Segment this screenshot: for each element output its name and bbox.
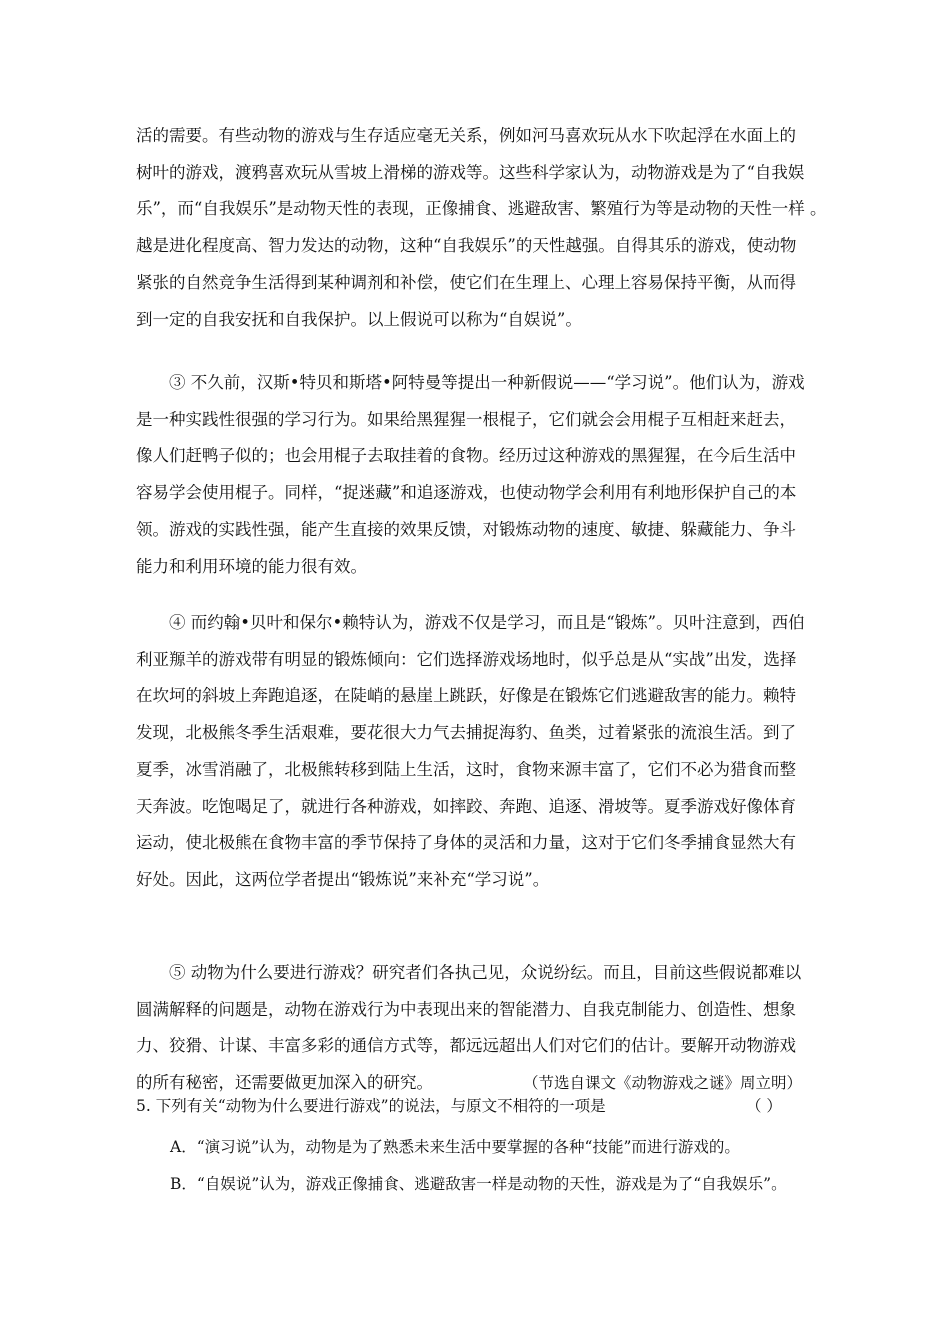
text-line: 越是进化程度高、智力发达的动物，这种“自我娱乐”的天性越强。自得其乐的游戏，使动物 bbox=[136, 236, 797, 256]
answer-blank: （ ） bbox=[746, 1097, 782, 1115]
paragraph-conclusion bbox=[136, 955, 822, 1102]
text-line: 到一定的自我安抚和自我保护。以上假说可以称为“自娱说”。 bbox=[136, 309, 582, 329]
text-line: 领。游戏的实践性强，能产生直接的效果反馈，对锻炼动物的速度、敏捷、躲藏能力、争斗 bbox=[136, 519, 796, 539]
text-line: 圆满解释的问题是，动物在游戏行为中表现出来的智能潜力、自我克制能力、创造性、想象 bbox=[136, 999, 796, 1019]
text-line: 能力和利用环境的能力很有效。 bbox=[136, 556, 367, 576]
text-line: 是一种实践性很强的学习行为。如果给黑猩猩一根棍子，它们就会会用棍子互相赶来赶去， bbox=[136, 409, 796, 429]
option-b: B．“自娱说”认为，游戏正像捕食、逃避敌害一样是动物的天性，游戏是为了“自我娱乐”。 bbox=[170, 1175, 787, 1193]
text-line: ⑤ 动物为什么要进行游戏？研究者们各执己见，众说纷纭。而且，目前这些假说都难以 bbox=[169, 963, 802, 982]
text-line: 利亚羱羊的游戏带有明显的锻炼倾向：它们选择游戏场地时，似乎总是从“实战”出发，选择 bbox=[136, 649, 797, 669]
paragraph-learning-theory bbox=[136, 365, 822, 585]
text-line: 紧张的自然竞争生活得到某种调剂和补偿，使它们在生理上、心理上容易保持平衡，从而得 bbox=[136, 272, 796, 292]
text-line: 天奔波。吃饱喝足了，就进行各种游戏，如摔跤、奔跑、追逐、滑坡等。夏季游戏好像体育 bbox=[136, 796, 796, 816]
question-5 bbox=[136, 1096, 822, 1116]
text-line: 像人们赶鸭子似的；也会用棍子去取挂着的食物。经历过这种游戏的黑猩猩，在今后生活中 bbox=[136, 446, 796, 466]
text-line: 容易学会使用棍子。同样，“捉迷藏”和追逐游戏，也使动物学会利用有利地形保护自己的本 bbox=[136, 483, 797, 503]
text-line: 活的需要。有些动物的游戏与生存适应毫无关系，例如河马喜欢玩从水下吹起浮在水面上的 bbox=[136, 126, 796, 145]
text-line: ③ 不久前，汉斯•特贝和斯塔•阿特曼等提出一种新假说——“学习说”。他们认为，游戏 bbox=[169, 373, 805, 392]
paragraph-self-entertainment bbox=[136, 118, 827, 338]
text-line: 发现，北极熊冬季生活艰难，要花很大力气去捕捉海豹、鱼类，过着紧张的流浪生活。到了 bbox=[136, 723, 796, 743]
option-a: A．“演习说”认为，动物是为了熟悉未来生活中要掌握的各种“技能”而进行游戏的。 bbox=[170, 1138, 740, 1156]
text-line: 运动，使北极熊在食物丰富的季节保持了身体的灵活和力量，这对于它们冬季捕食显然大有 bbox=[136, 833, 796, 853]
text-line: 乐”，而“自我娱乐”是动物天性的表现，正像捕食、逃避敌害、繁殖行为等是动物的天性一样 。 bbox=[136, 199, 827, 219]
text-line: 树叶的游戏，渡鸦喜欢玩从雪坡上滑梯的游戏等。这些科学家认为，动物游戏是为了“自我娱 bbox=[136, 162, 805, 182]
source-citation: （节选自课文《动物游戏之谜》周立明） bbox=[522, 1074, 802, 1093]
text-line: 夏季，冰雪消融了，北极熊转移到陆上生活，这时，食物来源丰富了，它们不必为猎食而整 bbox=[136, 759, 796, 779]
text-line: 好处。因此，这两位学者提出“锻炼说”来补充“学习说”。 bbox=[136, 869, 550, 889]
text-line: ④ 而约翰•贝叶和保尔•赖特认为，游戏不仅是学习，而且是“锻炼”。贝叶注意到，西伯 bbox=[169, 613, 805, 632]
question-text: 5. 下列有关“动物为什么要进行游戏”的说法，与原文不相符的一项是 bbox=[136, 1097, 606, 1115]
text-line: 在坎坷的斜坡上奔跑追逐，在陡峭的悬崖上跳跃，好像是在锻炼它们逃避敌害的能力。赖特 bbox=[136, 686, 796, 706]
text-line: 力、狡猾、计谋、丰富多彩的通信方式等，都远远超出人们对它们的估计。要解开动物游戏 bbox=[136, 1036, 796, 1056]
paragraph-exercise-theory bbox=[136, 605, 822, 899]
text-line: 的所有秘密，还需要做更加深入的研究。 bbox=[136, 1073, 433, 1093]
